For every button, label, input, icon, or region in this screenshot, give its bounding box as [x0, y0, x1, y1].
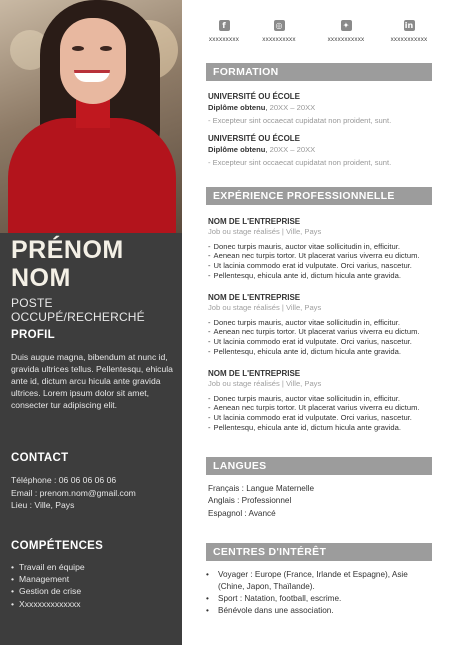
experience-bullets	[208, 242, 434, 282]
profil-text: Duis augue magna, bibendum at nunc id, gravida ultrices tellus. Pellentesqu, ehicula ante id, dictum arcu hicula ante gravida ultrices. Lorem ipsum dolor sit amet, consecter tur adipiscing elit.	[11, 352, 173, 410]
experience-entry	[208, 293, 434, 357]
competences-list	[11, 561, 85, 610]
list-item: - Donec turpis mauris, auctor vitae sollicitudin in, efficitur.	[208, 394, 434, 404]
list-item: - Donec turpis mauris, auctor vitae sollicitudin in, efficitur.	[208, 242, 434, 252]
contact-list	[11, 474, 136, 512]
list-item: Français : Langue Maternelle	[208, 484, 315, 493]
job-location: Job ou stage réalisés | Ville, Pays	[208, 379, 322, 388]
diploma-line: Diplôme obtenu, 20XX – 20XX	[208, 144, 316, 154]
list-item: - Aenean nec turpis tortor. Ut placerat varius viverra eu dictum.	[208, 403, 434, 413]
instagram-icon: ◎	[274, 20, 285, 31]
school-name: UNIVERSITÉ OU ÉCOLE	[208, 134, 301, 143]
list-item: • Sport : Natation, football, escrime.	[206, 593, 431, 605]
list-item: • Management	[11, 573, 85, 585]
list-item: • Gestion de crise	[11, 585, 85, 597]
langues-list	[208, 483, 314, 520]
contact-heading: CONTACT	[11, 452, 69, 464]
list-item: • Bénévole dans une association.	[206, 605, 431, 617]
social-label: xxxxxxxxx	[208, 36, 240, 43]
experience-bullets	[208, 394, 434, 434]
competences-heading: COMPÉTENCES	[11, 540, 104, 552]
list-item: - Ut lacinia commodo erat id vulputate. Orci varius, nascetur.	[208, 413, 434, 423]
company-name: NOM DE L'ENTREPRISE	[208, 369, 301, 378]
formation-desc: - Excepteur sint occaecat cupidatat non proident, sunt.	[208, 157, 392, 167]
social-instagram[interactable]	[254, 20, 304, 43]
formation-entry	[208, 92, 434, 126]
contact-email: Email : prenom.nom@gmail.com	[11, 487, 136, 498]
job-location: Job ou stage réalisés | Ville, Pays	[208, 303, 322, 312]
social-label: xxxxxxxxxxx	[327, 36, 365, 43]
job-location: Job ou stage réalisés | Ville, Pays	[208, 227, 322, 236]
list-item: - Ut lacinia commodo erat id vulputate. Orci varius, nascetur.	[208, 337, 434, 347]
diploma-line: Diplôme obtenu, 20XX – 20XX	[208, 102, 316, 112]
social-twitter[interactable]	[321, 20, 371, 43]
list-item: - Donec turpis mauris, auctor vitae sollicitudin in, efficitur.	[208, 318, 434, 328]
social-label: xxxxxxxxxxx	[390, 36, 428, 43]
contact-phone: Téléphone : 06 06 06 06 06	[11, 475, 117, 485]
sidebar	[0, 0, 182, 645]
list-item: • Travail en équipe	[11, 561, 85, 573]
formation-heading: FORMATION	[206, 63, 432, 81]
experience-bullets	[208, 318, 434, 358]
interets-heading: CENTRES D'INTÉRÊT	[206, 543, 432, 561]
facebook-icon: f	[219, 20, 230, 31]
list-item: - Pellentesqu, ehicula ante id, dictum hicula ante gravida.	[208, 423, 434, 433]
social-facebook[interactable]	[199, 20, 249, 43]
last-name: NOM	[11, 264, 71, 292]
list-item: Espagnol : Avancé	[208, 508, 276, 518]
profil-heading: PROFIL	[11, 329, 55, 341]
job-title: POSTE OCCUPÉ/RECHERCHÉ	[11, 296, 145, 324]
interets-list	[206, 569, 431, 617]
formation-entry	[208, 134, 434, 168]
list-item: • Voyager : Europe (France, Irlande et Espagne), Asie (Chine, Japon, Thaïlande).	[206, 569, 431, 593]
langues-heading: LANGUES	[206, 457, 432, 475]
company-name: NOM DE L'ENTREPRISE	[208, 293, 301, 302]
social-label: xxxxxxxxxx	[262, 36, 296, 43]
experience-entry	[208, 217, 434, 281]
formation-desc: - Excepteur sint occaecat cupidatat non proident, sunt.	[208, 115, 392, 125]
profile-photo	[0, 0, 182, 233]
list-item: - Aenean nec turpis tortor. Ut placerat varius viverra eu dictum.	[208, 327, 434, 337]
linkedin-icon: in	[404, 21, 414, 30]
list-item: - Aenean nec turpis tortor. Ut placerat varius viverra eu dictum.	[208, 251, 434, 261]
experience-heading: EXPÉRIENCE PROFESSIONNELLE	[206, 187, 432, 205]
list-item: • Xxxxxxxxxxxxxx	[11, 598, 85, 610]
social-linkedin[interactable]	[384, 20, 434, 43]
first-name: PRÉNOM	[11, 236, 124, 264]
school-name: UNIVERSITÉ OU ÉCOLE	[208, 92, 301, 101]
experience-entry	[208, 369, 434, 433]
list-item: Anglais : Professionnel	[208, 496, 292, 506]
list-item: - Pellentesqu, ehicula ante id, dictum hicula ante gravida.	[208, 271, 434, 281]
list-item: - Ut lacinia commodo erat id vulputate. Orci varius, nascetur.	[208, 261, 434, 271]
list-item: - Pellentesqu, ehicula ante id, dictum hicula ante gravida.	[208, 347, 434, 357]
candidate-name	[11, 236, 124, 292]
twitter-icon: ✦	[341, 20, 352, 31]
contact-location: Lieu : Ville, Pays	[11, 500, 75, 510]
company-name: NOM DE L'ENTREPRISE	[208, 217, 301, 226]
